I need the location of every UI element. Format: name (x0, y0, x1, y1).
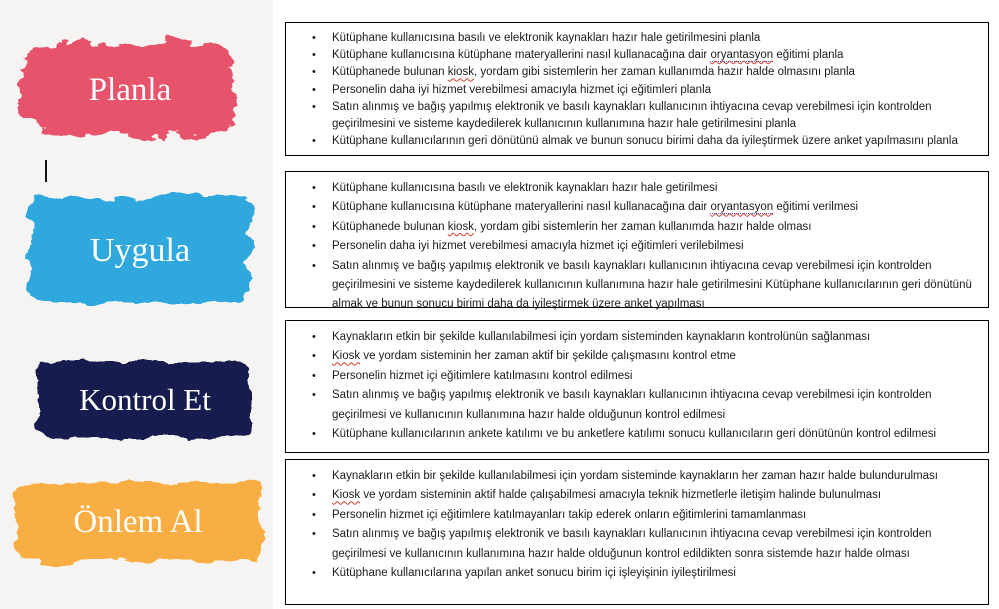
bullet-item (332, 64, 972, 81)
bullet-list-planla (286, 23, 988, 150)
bullet-item (332, 30, 972, 47)
spellcheck-flagged-word: Kiosk (332, 350, 361, 363)
bullet-item (332, 506, 972, 525)
step-labels-panel (0, 0, 273, 609)
kontrol-et-notes-box (285, 320, 989, 453)
bullet-item (332, 179, 972, 198)
bullet-text: Kaynakların etkin bir şekilde kullanılabilmesi için yordam sisteminden kaynakların kontrolünün sağlanması (332, 331, 871, 343)
bullet-text: Kütüphanede bulunan (332, 66, 448, 79)
bullet-text: Satın alınmış ve bağış yapılmış elektronik ve basılı kaynakları kullanıcının ihtiyacına cevap verebilmesi için kontrolden geçirilmesini ve sisteme kaydedilerek kullanıcının kullanımına hazır hale getirilmesini Kütüphane kullanıcılarının geri dönütünü almak ve bunun sonucu birimi daha da iyileştirmek üzere anket yapılması (332, 259, 972, 311)
bullet-text: Satın alınmış ve bağış yapılmış elektronik ve basılı kaynakları kullanıcının ihtiyacına cevap verebilmesi için kontrolden geçirilmesi ve kullanıcının kullanımına hazır halde olduğunun kontrol edilmesi (332, 389, 932, 421)
bullet-item (332, 99, 972, 133)
brush-stroke-onlem-al (2, 471, 274, 574)
bullet-item (332, 328, 972, 347)
bullet-list-onlem-al (286, 460, 988, 583)
bullet-text: Satın alınmış ve bağış yapılmış elektronik ve basılı kaynakları kullanıcının ihtiyacına cevap verebilmesi için kontrolden geçirilmesini ve sisteme kaydedilerek kullanıcının kullanımına hazır hale getirilmesini planla (332, 100, 932, 131)
bullet-text: Kaynakların etkin bir şekilde kullanılabilmesi için yordam sisteminde kaynakların her zaman hazır halde bulundurulması (332, 470, 938, 482)
bullet-list-kontrol-et (286, 321, 988, 444)
bullet-item (332, 218, 972, 237)
step-label-uygula: Uygula (89, 231, 191, 269)
bullet-text: Kütüphane kullanıcılarına yapılan anket sonucu birim içi işleyişinin iyileştirilmesi (332, 567, 736, 580)
bullet-text: Kütüphanede bulunan (332, 220, 448, 233)
spellcheck-flagged-word: kiosk (447, 220, 474, 233)
bullet-item (332, 47, 972, 64)
bullet-text: Personelin hizmet içi eğitimlere katılmayanları takip ederek onların eğitimlerini tamamlanması (332, 508, 807, 521)
bullet-item (332, 133, 972, 150)
bullet-item (332, 425, 972, 444)
bullet-text: Kütüphane kullanıcısına basılı ve elektronik kaynakları hazır hale getirilmesi (332, 182, 718, 194)
uygula-notes-box (285, 171, 989, 311)
bullet-text: Kütüphane kullanıcısına basılı ve elektronik kaynakları hazır hale getirilmesini planla (332, 32, 761, 44)
bullet-item (332, 467, 972, 486)
bullet-item (332, 237, 972, 256)
bullet-item (332, 525, 972, 564)
bullet-item (332, 486, 972, 505)
bullet-text: Kütüphane kullanıcısına kütüphane materyallerini nasıl kullanacağına dair (332, 201, 711, 214)
brush-stroke-planla (5, 26, 255, 154)
bullet-item (332, 386, 972, 425)
planla-notes-box (285, 22, 989, 156)
spellcheck-flagged-word: kiosk (447, 66, 474, 79)
bullet-item (332, 347, 972, 366)
spellcheck-flagged-word: Kiosk (332, 489, 361, 502)
bullet-text: Personelin daha iyi hizmet verebilmesi amacıyla hizmet içi eğitimleri verilebilmesi (332, 240, 744, 253)
bullet-list-uygula (286, 172, 988, 315)
bullet-item (332, 564, 972, 583)
bullet-text: Kütüphane kullanıcısına kütüphane materyallerini nasıl kullanacağına dair (332, 49, 711, 62)
bullet-item (332, 198, 972, 217)
bullet-item (332, 367, 972, 386)
connector-line (45, 160, 47, 182)
spell-grammar-flagged-word: oryantasyon (710, 201, 774, 214)
bullet-text: , yordam gibi sistemlerin her zaman kullanımda hazır halde olması (473, 220, 812, 233)
bullet-text: Kütüphane kullanıcılarının geri dönütünü almak ve bunun sonucu birimi daha da iyileştirmek üzere anket yapılmasını planla (332, 135, 958, 148)
bullet-item (332, 257, 972, 315)
bullet-text: Personelin daha iyi hizmet verebilmesi amacıyla hizmet içi eğitimleri planla (332, 83, 712, 96)
bullet-text: eğitimi planla (773, 49, 844, 62)
bullet-text: ve yordam sisteminin her zaman aktif bir şekilde çalışmasını kontrol etme (360, 350, 736, 363)
bullet-text: Satın alınmış ve bağış yapılmış elektronik ve basılı kaynakları kullanıcının ihtiyacına cevap verebilmesi için kontrolden geçirilmesi ve kullanıcının kullanımına hazır halde olduğunun kontrol edildikten sonra sistemde hazır halde olması (332, 528, 932, 560)
bullet-text: ve yordam sisteminin aktif halde çalışabilmesi amacıyla teknik hizmetlerle iletişim halinde bulunulması (360, 489, 882, 502)
brush-stroke-kontrol-et (22, 350, 268, 449)
bullet-text: , yordam gibi sistemlerin her zaman kullanımda hazır halde olmasını planla (473, 66, 855, 79)
step-label-kontrol-et: Kontrol Et (79, 381, 211, 417)
step-label-planla: Planla (88, 71, 172, 108)
brush-stroke-uygula (14, 183, 266, 318)
bullet-text: Kütüphane kullanıcılarının ankete katılımı ve bu anketlere katılımı sonucu kullanıcıların geri dönütünün kontrol edilmesi (332, 428, 937, 441)
bullet-text: Personelin hizmet içi eğitimlere katılmasını kontrol edilmesi (332, 369, 633, 382)
step-label-onlem-al: Önlem Al (73, 504, 203, 540)
bullet-item (332, 82, 972, 99)
spell-grammar-flagged-word: oryantasyon (710, 49, 774, 62)
bullet-text: eğitimi verilmesi (773, 201, 859, 214)
onlem-al-notes-box (285, 459, 989, 605)
